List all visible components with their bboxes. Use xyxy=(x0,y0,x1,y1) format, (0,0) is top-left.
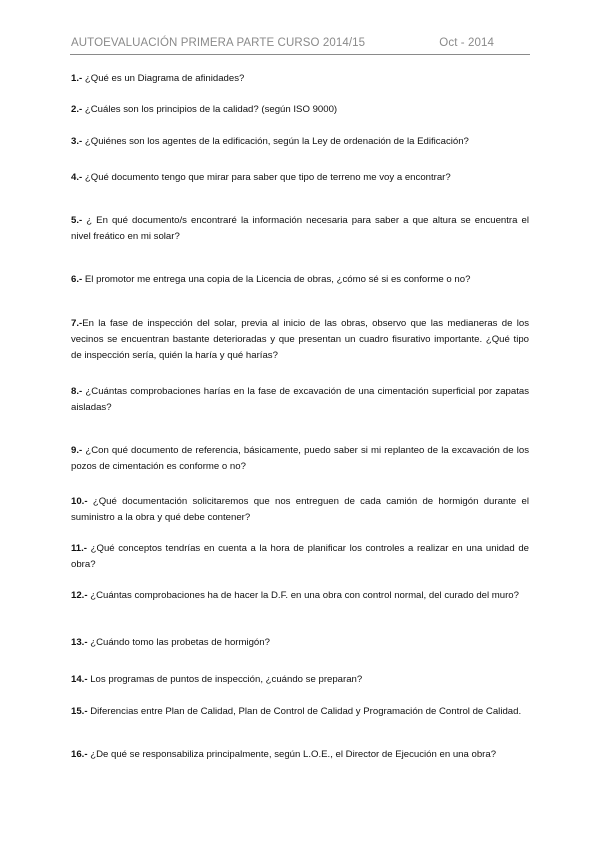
question-number: 11.- xyxy=(71,543,88,554)
question-4 xyxy=(71,170,529,186)
question-16 xyxy=(71,747,529,763)
question-number: 12.- xyxy=(71,590,88,601)
question-12 xyxy=(71,588,529,604)
question-text: Los programas de puntos de inspección, ¿cuándo se preparan? xyxy=(90,674,363,685)
question-text: ¿Cuáles son los principios de la calidad? (según ISO 9000) xyxy=(84,104,338,115)
question-text: ¿Qué documento tengo que mirar para saber que tipo de terreno me voy a encontrar? xyxy=(84,172,451,183)
question-number: 8.- xyxy=(71,386,83,397)
question-number: 10.- xyxy=(71,496,88,507)
question-number: 3.- xyxy=(71,136,83,147)
question-number: 16.- xyxy=(71,749,88,760)
question-text: ¿Qué documentación solicitaremos que nos entreguen de cada camión de hormigón durante el suministro a la obra y qué debe contener? xyxy=(71,496,529,523)
question-text: Diferencias entre Plan de Calidad, Plan de Control de Calidad y Programación de Control de Calidad. xyxy=(90,706,522,717)
question-text: ¿Quiénes son los agentes de la edificación, según la Ley de ordenación de la Edificación? xyxy=(84,136,469,147)
page-header xyxy=(70,36,530,55)
question-number: 14.- xyxy=(71,674,88,685)
question-text: En la fase de inspección del solar, previa al inicio de las obras, observo que las medianeras de los vecinos se encuentran bastante deterioradas y que presentan un cuadro fisurativo importante. ¿Qué tipo de inspección sería, quién la haría y qué harías? xyxy=(71,318,529,361)
question-10 xyxy=(71,494,529,526)
question-text: El promotor me entrega una copia de la Licencia de obras, ¿cómo sé si es conforme o no? xyxy=(84,274,471,285)
question-13 xyxy=(71,635,529,651)
question-number: 5.- xyxy=(71,215,83,226)
question-number: 4.- xyxy=(71,172,83,183)
question-8 xyxy=(71,384,529,416)
question-number: 9.- xyxy=(71,445,83,456)
question-number: 1.- xyxy=(71,73,83,84)
question-5 xyxy=(71,213,529,245)
question-2 xyxy=(71,102,529,118)
question-14 xyxy=(71,672,529,688)
question-15 xyxy=(71,704,529,720)
question-text: ¿Con qué documento de referencia, básicamente, puedo saber si mi replanteo de la excavación de los pozos de cimentación es conforme o no? xyxy=(71,445,529,472)
question-text: ¿Qué conceptos tendrías en cuenta a la hora de planificar los controles a realizar en una unidad de obra? xyxy=(71,543,529,570)
question-number: 7.- xyxy=(71,318,83,329)
question-text: ¿De qué se responsabiliza principalmente, según L.O.E., el Director de Ejecución en una obra? xyxy=(90,749,497,760)
question-9 xyxy=(71,443,529,475)
question-text: ¿Cuándo tomo las probetas de hormigón? xyxy=(90,637,270,648)
question-1 xyxy=(71,71,529,87)
question-7 xyxy=(71,316,529,364)
question-text: ¿Cuántas comprobaciones ha de hacer la D.F. en una obra con control normal, del curado del muro? xyxy=(90,590,519,601)
question-text: ¿ En qué documento/s encontraré la información necesaria para saber a que altura se encuentra el nivel freático en mi solar? xyxy=(71,215,529,242)
question-text: ¿Cuántas comprobaciones harías en la fase de excavación de una cimentación superficial por zapatas aisladas? xyxy=(71,386,529,413)
question-6 xyxy=(71,272,529,288)
question-number: 15.- xyxy=(71,706,88,717)
question-number: 13.- xyxy=(71,637,88,648)
question-number: 2.- xyxy=(71,104,83,115)
question-11 xyxy=(71,541,529,573)
question-3 xyxy=(71,134,529,150)
document-title: AUTOEVALUACIÓN PRIMERA PARTE CURSO 2014/15 xyxy=(71,37,366,49)
document-date: Oct - 2014 xyxy=(439,37,494,49)
question-text: ¿Qué es un Diagrama de afinidades? xyxy=(84,73,245,84)
question-number: 6.- xyxy=(71,274,83,285)
